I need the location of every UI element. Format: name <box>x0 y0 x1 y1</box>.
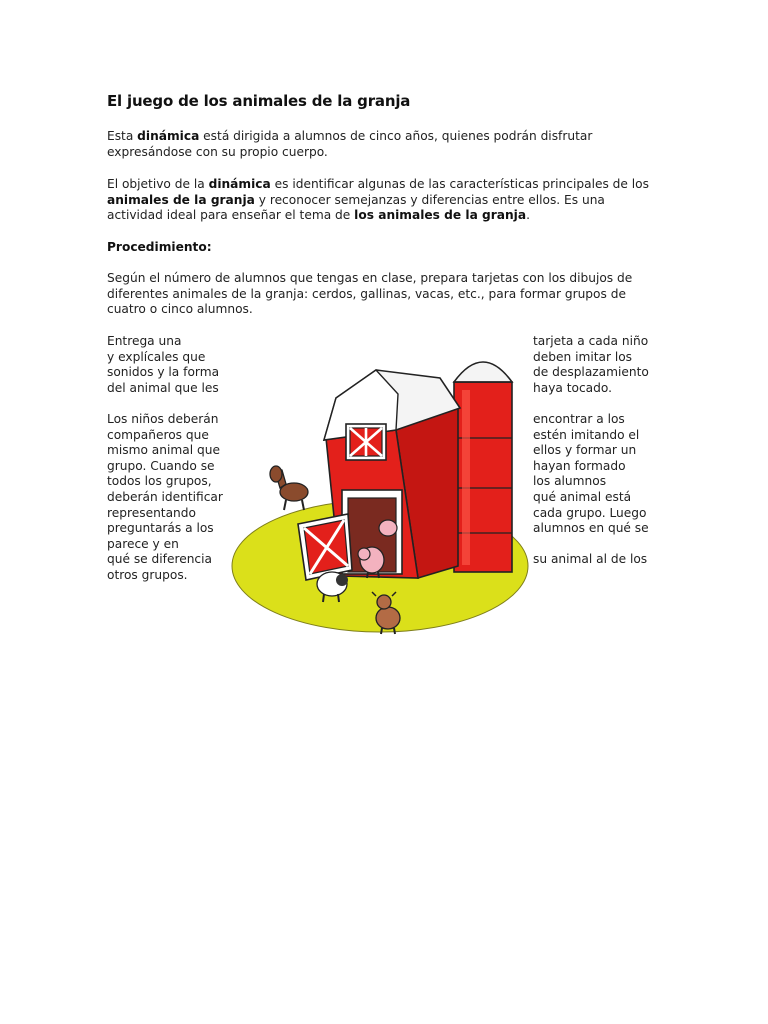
wrap-line: de desplazamiento <box>533 365 649 380</box>
wrap-line: estén imitando el <box>533 427 640 442</box>
page-title: El juego de los animales de la granja <box>107 92 411 110</box>
wrap-line <box>107 396 232 412</box>
wrap-line: tarjeta a cada niño <box>533 334 649 348</box>
wrap-line: grupo. Cuando se <box>107 458 215 473</box>
wrap-line: haya tocado. <box>533 380 613 395</box>
objective-bold-term: los animales de la granja <box>354 208 527 223</box>
wrap-line: deberán identificar <box>107 489 223 504</box>
wrap-line: encontrar a los <box>533 411 625 426</box>
wrap-line: sonidos y la forma <box>107 365 220 380</box>
intro-bold-term: dinámica <box>137 129 200 143</box>
procedure-heading <box>107 240 652 256</box>
silo-icon <box>454 362 512 572</box>
wrap-text-right <box>533 334 658 584</box>
wrap-line <box>533 396 658 412</box>
procedure-paragraph: Según el número de alumnos que tengas en clase, prepara tarjetas con los dibujos de diferentes animales de la granja: cerdos, gallinas, vacas, etc., para formar grupos de cuatro o cinco alumnos. <box>107 271 633 317</box>
wrap-line: y explícales que <box>107 349 206 364</box>
wrap-line: hayan formado <box>533 458 626 473</box>
wrap-line: Entrega una <box>107 334 182 348</box>
objective-bold-term: dinámica <box>208 177 271 191</box>
wrap-line: compañeros que <box>107 427 209 442</box>
horse-icon <box>270 466 308 510</box>
wrap-line: su animal al de los <box>533 552 648 567</box>
barn-building <box>298 370 460 580</box>
wrap-text-left <box>107 334 232 584</box>
wrap-line: Los niños deberán <box>107 411 219 426</box>
wrap-line: todos los grupos, <box>107 474 212 489</box>
objective-text: . <box>526 208 530 223</box>
objective-text: y reconocer semejanzas y diferencias entre ellos. Es una actividad ideal para enseñar el tema de <box>107 192 605 223</box>
wrap-line: del animal que les <box>107 380 219 395</box>
intro-paragraph <box>107 129 652 160</box>
wrap-line <box>533 568 658 584</box>
objective-paragraph <box>107 177 652 224</box>
intro-text: está dirigida a alumnos de cinco años, quienes podrán disfrutar expresándose con su propio cuerpo. <box>107 129 593 159</box>
barn-illustration <box>228 338 533 638</box>
wrap-line: ellos y formar un <box>533 443 637 458</box>
wrap-line: representando <box>107 505 196 520</box>
intro-text: Esta <box>107 129 138 143</box>
procedure-heading-text: Procedimiento: <box>107 240 212 254</box>
pig-icon <box>379 520 397 536</box>
wrap-line: qué animal está <box>533 489 632 504</box>
wrap-line: deben imitar los <box>533 349 633 364</box>
objective-text: El objetivo de la <box>107 177 209 191</box>
objective-text: es identificar algunas de las características principales de los <box>270 177 649 191</box>
wrap-line: preguntarás a los <box>107 521 214 536</box>
wrap-line <box>533 537 658 553</box>
wrap-line: cada grupo. Luego <box>533 505 647 520</box>
objective-bold-term: animales de la granja <box>107 192 255 207</box>
wrap-line: otros grupos. <box>107 567 188 582</box>
wrap-line: qué se diferencia <box>107 552 212 567</box>
wrap-line: parece y en <box>107 536 179 551</box>
wrap-line: mismo animal que <box>107 443 220 458</box>
wrap-line: alumnos en qué se <box>533 521 649 536</box>
wrap-line: los alumnos <box>533 474 607 489</box>
